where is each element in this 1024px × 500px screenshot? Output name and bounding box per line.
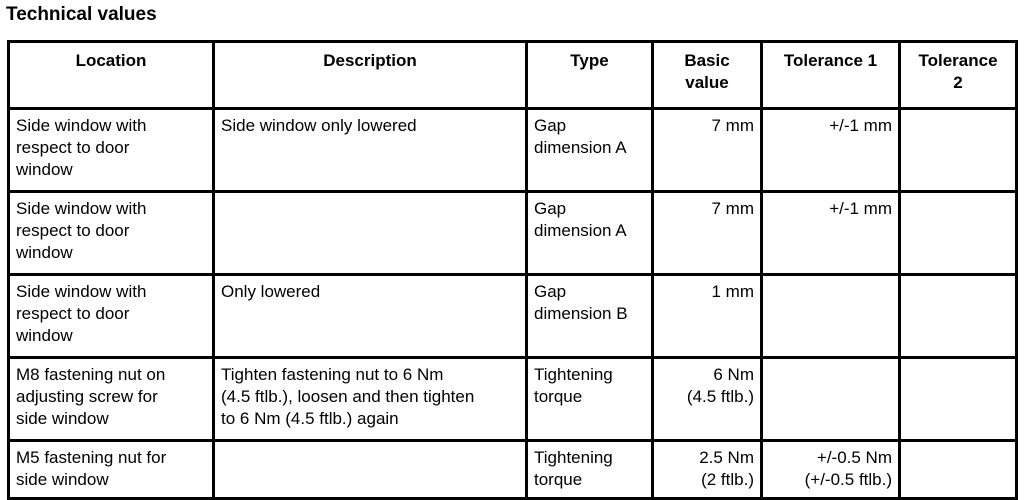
cell-tolerance-1: +/-0.5 Nm (+/-0.5 ftlb.) <box>762 441 900 499</box>
header-row <box>9 42 1017 109</box>
cell-description <box>214 192 527 275</box>
table-row <box>9 358 1017 441</box>
table-row <box>9 109 1017 192</box>
cell-type: Gap dimension A <box>527 109 653 192</box>
cell-tolerance-1 <box>762 275 900 358</box>
cell-location: M8 fastening nut on adjusting screw for side window <box>9 358 214 441</box>
header-description: Description <box>214 42 527 109</box>
cell-location: Side window with respect to door window <box>9 275 214 358</box>
table-row <box>9 275 1017 358</box>
cell-basic-value: 6 Nm (4.5 ftlb.) <box>653 358 762 441</box>
cell-tolerance-2 <box>900 109 1017 192</box>
header-basic-value: Basic value <box>653 42 762 109</box>
cell-tolerance-2 <box>900 275 1017 358</box>
header-type: Type <box>527 42 653 109</box>
cell-tolerance-2 <box>900 192 1017 275</box>
cell-basic-value: 7 mm <box>653 109 762 192</box>
cell-tolerance-1 <box>762 358 900 441</box>
cell-location: M5 fastening nut for side window <box>9 441 214 499</box>
cell-basic-value: 1 mm <box>653 275 762 358</box>
cell-tolerance-1: +/-1 mm <box>762 109 900 192</box>
cell-location: Side window with respect to door window <box>9 192 214 275</box>
header-location: Location <box>9 42 214 109</box>
cell-description <box>214 441 527 499</box>
table-row <box>9 441 1017 499</box>
header-tolerance-2: Tolerance 2 <box>900 42 1017 109</box>
cell-description: Side window only lowered <box>214 109 527 192</box>
cell-location: Side window with respect to door window <box>9 109 214 192</box>
cell-type: Gap dimension A <box>527 192 653 275</box>
cell-description: Only lowered <box>214 275 527 358</box>
cell-basic-value: 2.5 Nm (2 ftlb.) <box>653 441 762 499</box>
table-row <box>9 192 1017 275</box>
cell-tolerance-2 <box>900 358 1017 441</box>
cell-description: Tighten fastening nut to 6 Nm (4.5 ftlb.), loosen and then tighten to 6 Nm (4.5 ftlb.) again <box>214 358 527 441</box>
technical-values-table <box>7 40 1018 500</box>
cell-tolerance-2 <box>900 441 1017 499</box>
cell-tolerance-1: +/-1 mm <box>762 192 900 275</box>
page-title: Technical values <box>6 4 157 25</box>
header-tolerance-1: Tolerance 1 <box>762 42 900 109</box>
cell-type: Gap dimension B <box>527 275 653 358</box>
cell-type: Tightening torque <box>527 441 653 499</box>
cell-type: Tightening torque <box>527 358 653 441</box>
cell-basic-value: 7 mm <box>653 192 762 275</box>
